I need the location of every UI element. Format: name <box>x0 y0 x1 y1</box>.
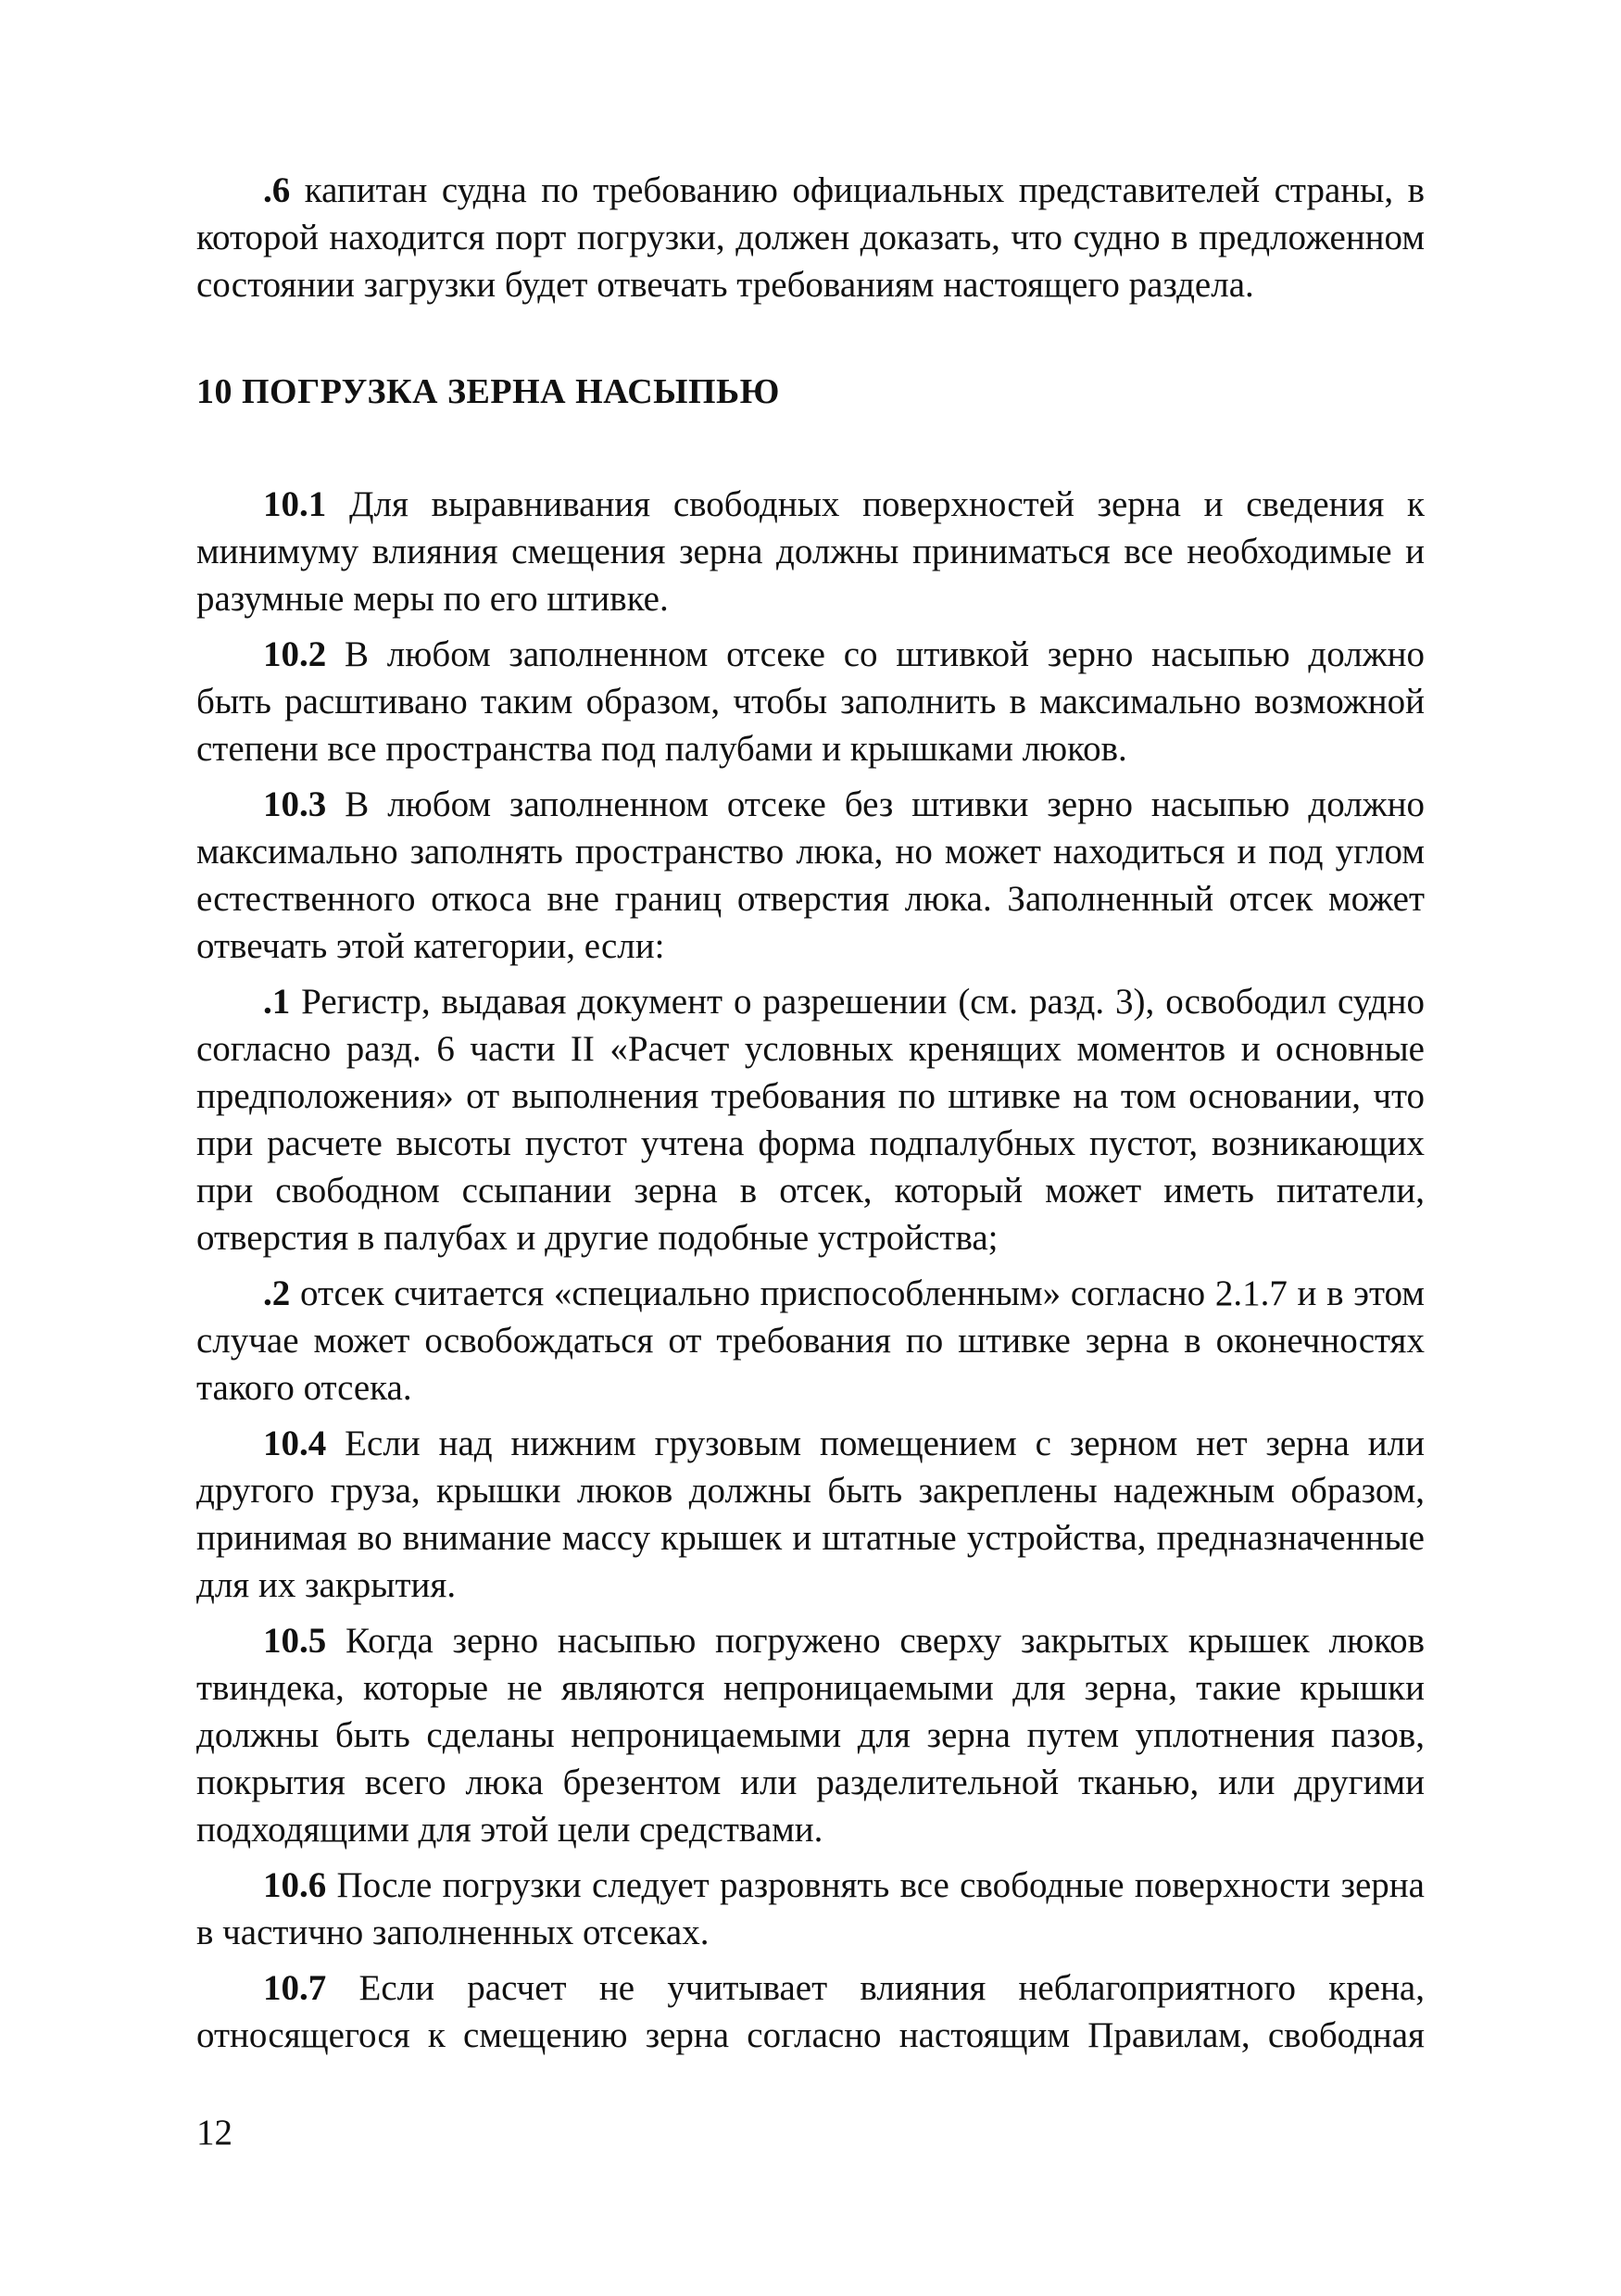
paragraph-10-4 <box>196 1420 1425 1609</box>
paragraph-10-7 <box>196 1964 1425 2059</box>
item-number: .2 <box>263 1273 291 1313</box>
paragraph-10-2 <box>196 631 1425 772</box>
section-heading: 10 ПОГРУЗКА ЗЕРНА НАСЫПЬЮ <box>196 372 780 411</box>
subitem-1 <box>196 978 1425 1261</box>
item-number: 10.5 <box>263 1621 327 1661</box>
paragraph-text: капитан судна по требованию официальных представителей страны, в которой находится порт погрузки, должен доказать, что судно в предложенном состоянии загрузки будет отвечать требованиям настоящего раздела. <box>196 170 1425 305</box>
paragraph-text: Регистр, выдавая документ о разрешении (см. разд. 3), освободил судно согласно разд. 6 части II «Расчет условных кренящих моментов и основные предположения» от выполнения требования по штивке на том основании, что при расчете высоты пустот учтена форма подпалубных пустот, возникающих при свободном ссыпании зерна в отсек, который может иметь питатели, отверстия в палубах и другие подобные устройства; <box>196 982 1425 1258</box>
paragraph-10-5 <box>196 1617 1425 1853</box>
page-body <box>196 167 1425 2059</box>
paragraph-10-6 <box>196 1862 1425 1956</box>
item-number: 10.4 <box>263 1424 327 1463</box>
item-number: 10.1 <box>263 484 327 524</box>
paragraph-10-1 <box>196 481 1425 622</box>
paragraph-text: В любом заполненном отсеке без штивки зерно насыпью должно максимально заполнять пространство люка, но может находиться и под углом естественного откоса вне границ отверстия люка. Заполненный отсек может отвечать этой категории, если: <box>196 784 1425 966</box>
item-number: 10.6 <box>263 1865 327 1905</box>
item-number: 10.2 <box>263 634 327 674</box>
page-number: 12 <box>196 2113 232 2152</box>
paragraph-10-3 <box>196 781 1425 970</box>
item-number: 10.3 <box>263 784 327 824</box>
paragraph-text: После погрузки следует разровнять все свободные поверхности зерна в частично заполненных отсеках. <box>196 1865 1425 1952</box>
item-number: 10.7 <box>263 1968 327 2008</box>
paragraph-text: Если над нижним грузовым помещением с зерном нет зерна или другого груза, крышки люков должны быть закреплены надежным образом, принимая во внимание массу крышек и штатные устройства, предназначенные для их закрытия. <box>196 1424 1425 1605</box>
item-number: .6 <box>263 170 291 210</box>
item-number: .1 <box>263 982 291 1022</box>
paragraph-text: отсек считается «специально приспособленным» согласно 2.1.7 и в этом случае может освобождаться от требования по штивке зерна в оконечностях такого отсека. <box>196 1273 1425 1408</box>
paragraph-text: Для выравнивания свободных поверхностей зерна и сведения к минимуму влияния смещения зерна должны приниматься все необходимые и разумные меры по его штивке. <box>196 484 1425 619</box>
paragraph-item-6 <box>196 167 1425 308</box>
paragraph-text: В любом заполненном отсеке со штивкой зерно насыпью должно быть расштивано таким образом, чтобы заполнить в максимально возможной степени все пространства под палубами и крышками люков. <box>196 634 1425 769</box>
paragraph-text: Когда зерно насыпью погружено сверху закрытых крышек люков твиндека, которые не являются непроницаемыми для зерна, такие крышки должны быть сделаны непроницаемыми для зерна путем уплотнения пазов, покрытия всего люка брезентом или разделительной тканью, или другими подходящими для этой цели средствами. <box>196 1621 1425 1850</box>
subitem-2 <box>196 1270 1425 1411</box>
paragraph-text: Если расчет не учитывает влияния неблагоприятного крена, относящегося к смещению зерна согласно настоящим Правилам, свободная <box>196 1968 1425 2055</box>
